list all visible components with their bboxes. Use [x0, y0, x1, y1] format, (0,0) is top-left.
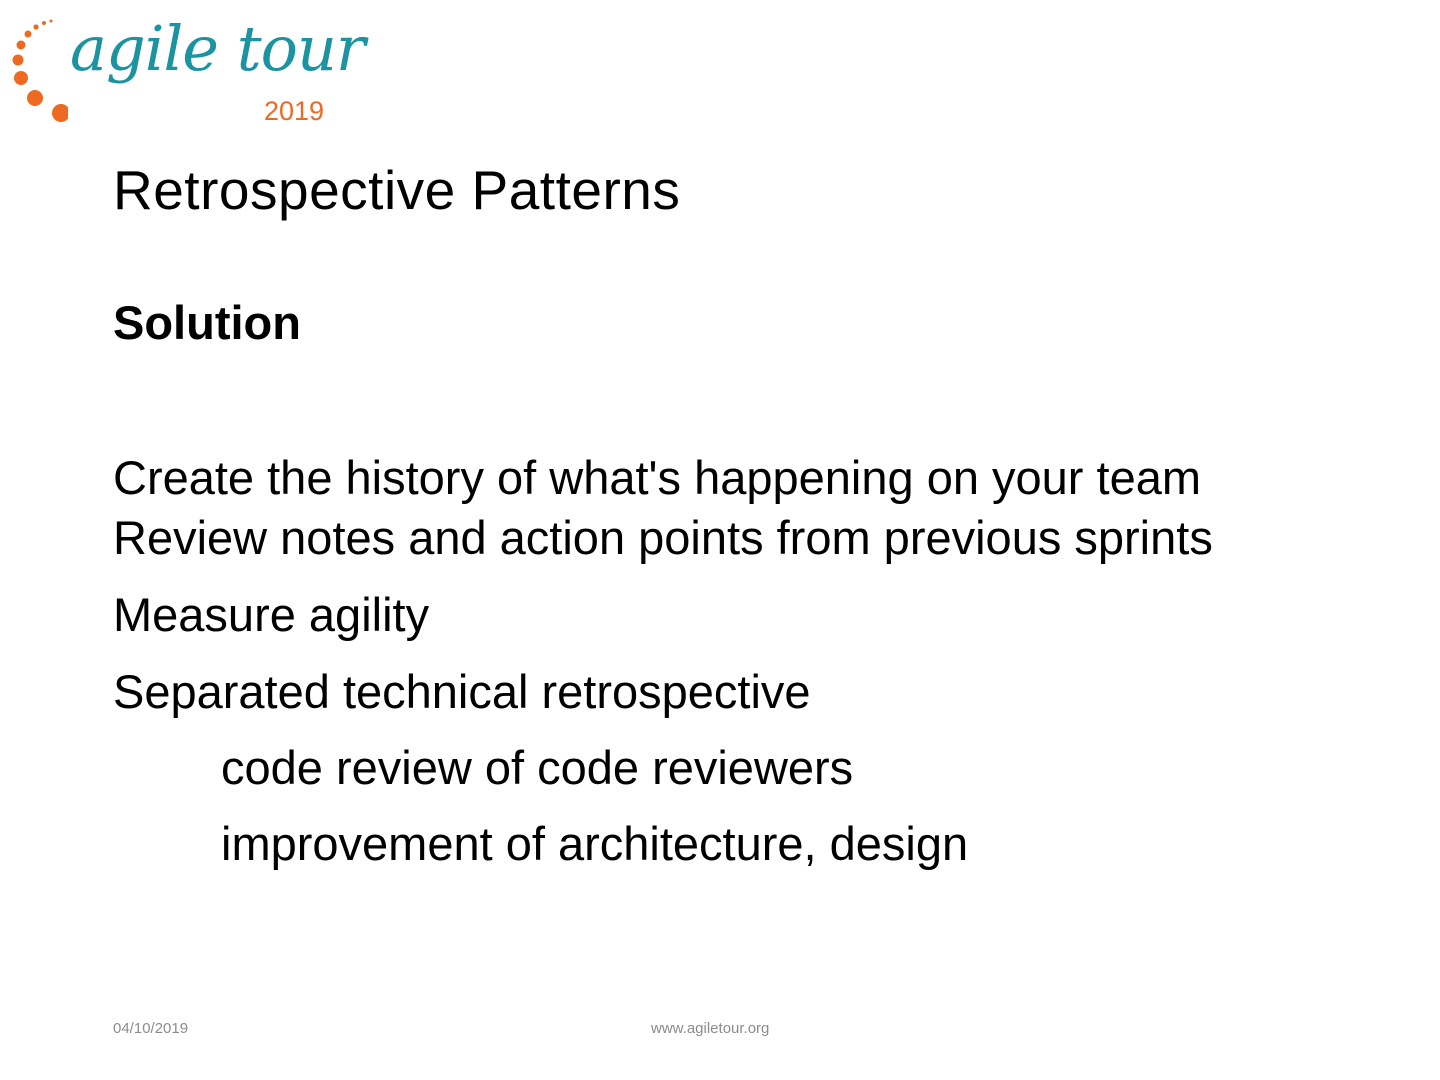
- solution-subline-architecture: improvement of architecture, design: [221, 817, 969, 870]
- footer-date: 04/10/2019: [113, 1020, 189, 1037]
- logo-wordmark: agile tour: [70, 12, 365, 85]
- solution-line-review-notes: Review notes and action points from previous sprints: [113, 511, 1213, 564]
- solution-line-history: Create the history of what's happening on your team: [113, 451, 1201, 504]
- solution-subline-code-review: code review of code reviewers: [221, 741, 854, 794]
- slide-title: Retrospective Patterns: [113, 159, 681, 221]
- slide-subtitle: Solution: [113, 296, 301, 349]
- logo-year: 2019: [264, 96, 325, 126]
- agile-tour-logo: [8, 10, 365, 128]
- footer-url: www.agiletour.org: [651, 1020, 770, 1037]
- solution-line-technical-retro: Separated technical retrospective: [113, 665, 811, 718]
- logo-dots-icon: [8, 10, 68, 128]
- solution-line-measure-agility: Measure agility: [113, 588, 430, 641]
